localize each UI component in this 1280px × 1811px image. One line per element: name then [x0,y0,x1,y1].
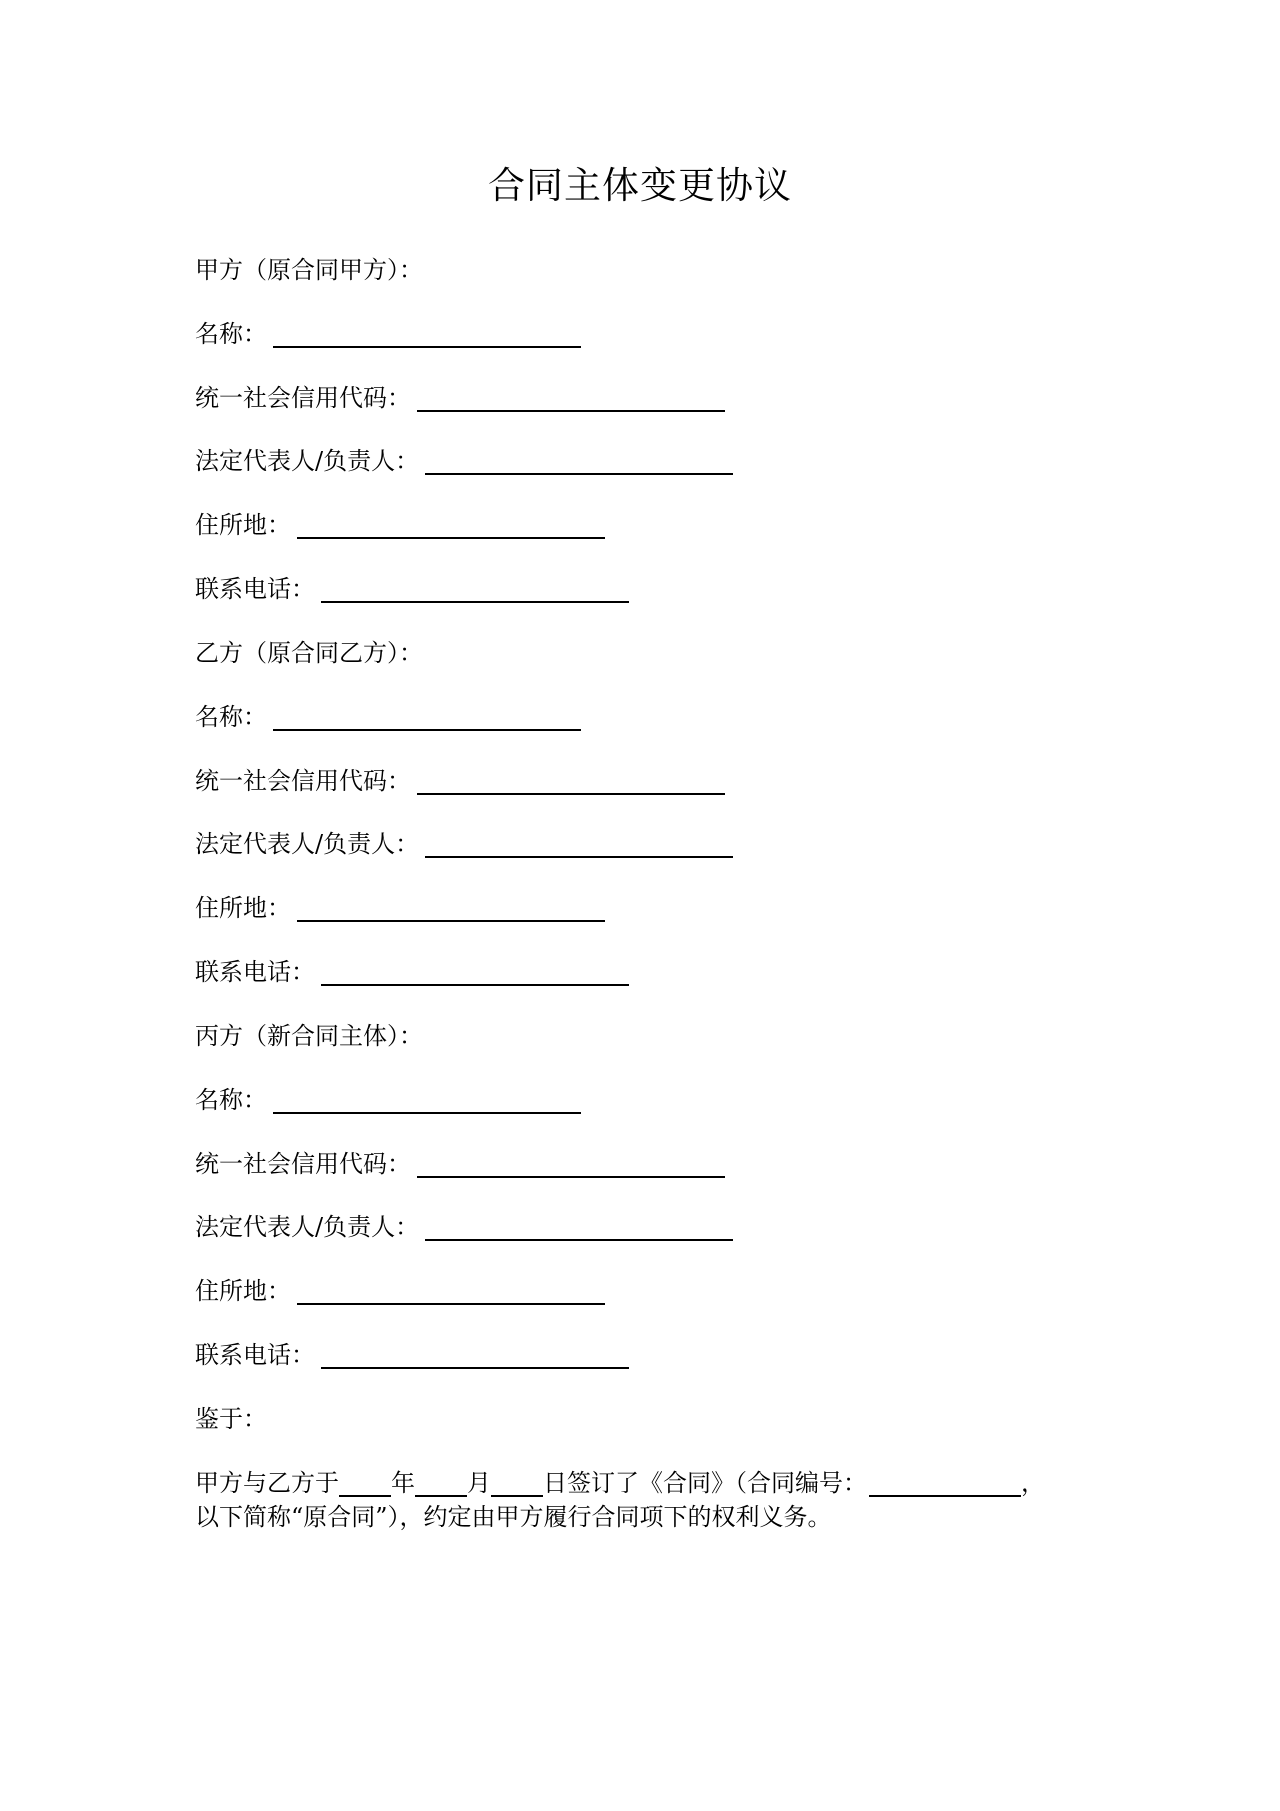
party-a-representative-field[interactable] [425,449,733,475]
party-c-phone-field[interactable] [321,1343,629,1369]
party-c-credit-code-row [195,1147,725,1181]
party-b-credit-code-row [195,764,725,798]
party-b-credit-code-label: 统一社会信用代码： [195,767,411,795]
party-b-phone-label: 联系电话： [195,958,315,986]
party-c-credit-code-field[interactable] [417,1152,725,1178]
party-a-name-row [195,317,581,351]
whereas-intro-text: 甲方与乙方于 [195,1469,339,1497]
party-b-address-row [195,891,605,925]
year-text: 年 [391,1469,415,1497]
month-text: 月 [467,1469,491,1497]
party-b-credit-code-field[interactable] [417,769,725,795]
party-c-phone-label: 联系电话： [195,1341,315,1369]
party-a-phone-row [195,572,629,606]
line-end-comma: ， [1021,1469,1045,1497]
party-b-name-row [195,700,581,734]
party-c-phone-row [195,1338,629,1372]
party-a-address-field[interactable] [297,513,605,539]
party-b-heading [195,636,423,670]
party-a-credit-code-row [195,381,725,415]
party-b-phone-row [195,955,629,989]
page-title: 合同主体变更协议 [488,164,792,207]
party-c-name-field[interactable] [273,1088,581,1114]
party-b-address-field[interactable] [297,896,605,922]
party-c-name-label: 名称： [195,1086,267,1114]
party-b-name-field[interactable] [273,705,581,731]
signing-day-field[interactable] [491,1471,543,1497]
party-b-phone-field[interactable] [321,960,629,986]
party-a-representative-label: 法定代表人/负责人： [195,447,420,475]
whereas-line-2 [195,1500,832,1534]
party-b-representative-label: 法定代表人/负责人： [195,830,420,858]
party-c-representative-row [195,1210,733,1244]
party-a-credit-code-label: 统一社会信用代码： [195,384,411,412]
party-c-representative-field[interactable] [425,1215,733,1241]
party-a-name-label: 名称： [195,320,267,348]
party-a-phone-field[interactable] [321,577,629,603]
party-c-heading-text: 丙方（新合同主体）： [195,1022,423,1050]
whereas-label: 鉴于： [195,1405,267,1433]
contract-number-field[interactable] [869,1471,1021,1497]
whereas-label-row [195,1402,267,1436]
party-c-credit-code-label: 统一社会信用代码： [195,1150,411,1178]
party-b-heading-text: 乙方（原合同乙方）： [195,639,423,667]
party-c-address-field[interactable] [297,1279,605,1305]
party-a-phone-label: 联系电话： [195,575,315,603]
party-c-heading [195,1019,423,1053]
party-a-address-row [195,508,605,542]
party-a-heading-text: 甲方（原合同甲方）： [195,256,423,284]
whereas-line-1 [195,1466,1045,1500]
party-b-representative-field[interactable] [425,832,733,858]
party-b-representative-row [195,827,733,861]
whereas-line-2-text: 以下简称“原合同”），约定由甲方履行合同项下的权利义务。 [195,1503,832,1531]
party-c-address-row [195,1274,605,1308]
party-c-representative-label: 法定代表人/负责人： [195,1213,420,1241]
signing-year-field[interactable] [339,1471,391,1497]
party-a-representative-row [195,444,733,478]
party-a-heading [195,253,423,287]
party-b-name-label: 名称： [195,703,267,731]
signing-month-field[interactable] [415,1471,467,1497]
party-a-address-label: 住所地： [195,511,291,539]
party-c-name-row [195,1083,581,1117]
contract-text: 日签订了《合同》（合同编号： [543,1469,867,1497]
party-a-credit-code-field[interactable] [417,386,725,412]
party-c-address-label: 住所地： [195,1277,291,1305]
party-b-address-label: 住所地： [195,894,291,922]
party-a-name-field[interactable] [273,322,581,348]
